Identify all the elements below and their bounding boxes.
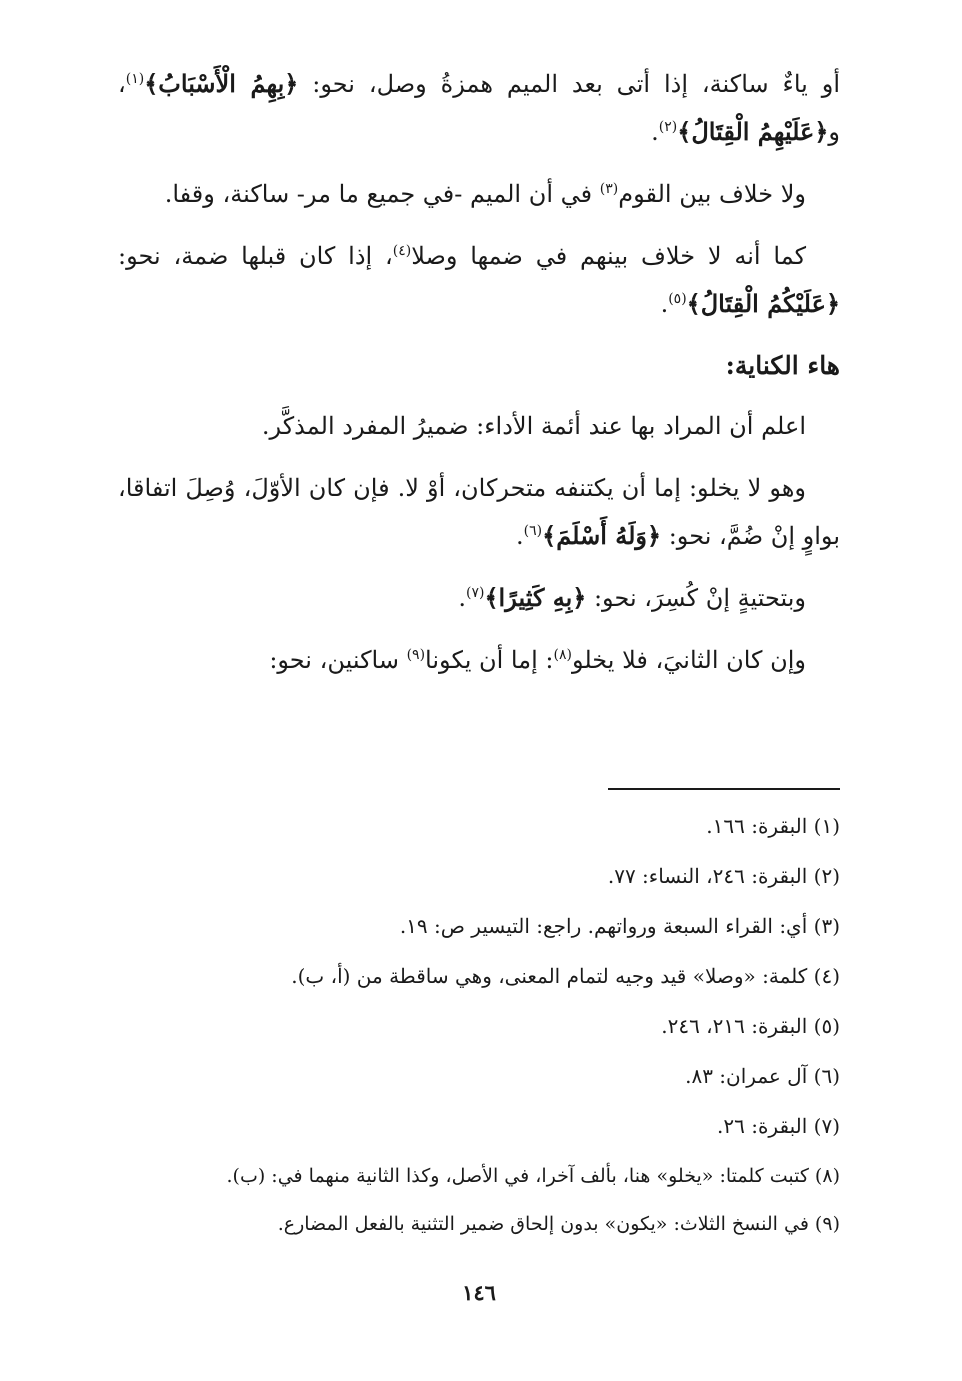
text: وإن كان الثانيَ، فلا يخلو — [571, 646, 806, 674]
quran-quote: ﴿بِهِمُ الْأَسْبَابُ﴾ — [144, 69, 299, 98]
text: كما أنه لا خلاف بينهم في ضمها وصلا — [411, 242, 806, 270]
text: . — [458, 584, 467, 612]
text: وبتحتيةٍ إنْ كُسِرَ، نحو: — [586, 584, 806, 612]
footnote-2: (٢) البقرة: ٢٤٦، النساء: ٧٧. — [607, 864, 840, 888]
section-heading — [118, 342, 840, 390]
footnote-9: (٩) في النسخ الثلاث: «يكون» بدون إلحاق ضمير التثنية بالفعل المضارع. — [277, 1213, 840, 1235]
footnote-5: (٥) البقرة: ٢١٦، ٢٤٦. — [661, 1014, 840, 1038]
quran-quote: ﴿عَلَيْكُمُ الْقِتَالُ﴾ — [686, 289, 840, 318]
footnote-1: (١) البقرة: ١٦٦. — [706, 814, 840, 838]
paragraph-3 — [118, 232, 840, 328]
footnote-ref[interactable]: (٢) — [658, 119, 678, 135]
paragraph-6 — [118, 574, 840, 622]
paragraph-7 — [118, 636, 840, 684]
footnote-ref[interactable]: (٧) — [466, 585, 485, 601]
footnote-7: (٧) البقرة: ٢٦. — [717, 1114, 840, 1138]
footnote-8: (٨) كتبت كلمتا: «يخلو» هنا، بألف آخرا، في الأصل، وكذا الثانية منهما في: (ب). — [226, 1165, 840, 1187]
text: ولا خلاف بين القوم — [618, 180, 806, 208]
footnote-ref[interactable]: (١) — [125, 71, 145, 87]
heading-text: هاء الكناية: — [725, 351, 840, 380]
footnotes — [118, 806, 840, 1252]
text: ، و — [118, 70, 840, 146]
text: في أن الميم -في جميع ما مر- ساكنة، وقفا. — [164, 180, 600, 208]
text: ساكنين، نحو: — [269, 646, 407, 674]
footnote-divider — [608, 788, 840, 790]
page-number: ١٤٦ — [462, 1280, 496, 1305]
page-body — [118, 60, 840, 1360]
text: . — [651, 118, 659, 146]
quran-quote: ﴿عَلَيْهِمُ الْقِتَالُ﴾ — [677, 117, 829, 146]
footnote-3: (٣) أي: القراء السبعة ورواتهم. راجع: التيسير ص: ١٩. — [399, 914, 840, 938]
footnote-ref[interactable]: (٥) — [668, 291, 687, 307]
text: أو ياءٌ ساكنة، إذا أتى بعد الميم همزةُ وصل، نحو: — [298, 70, 840, 98]
footnote-ref[interactable]: (٣) — [599, 181, 619, 197]
text: . — [660, 290, 669, 318]
text: وهو لا يخلو: إما أن يكتنفه متحركان، أوْ لا. فإن كان الأوّلَ، وُصِلَ اتفاقا، بواوٍ إنْ ضُمَّ، نحو: — [118, 474, 840, 550]
quran-quote: ﴿بِهِ كَثِيرًا﴾ — [484, 583, 587, 612]
footnote-ref[interactable]: (٨) — [553, 647, 572, 663]
paragraph-1 — [118, 60, 840, 156]
text: . — [516, 522, 524, 550]
quran-quote: ﴿وَلَهُ أَسْلَمَ﴾ — [542, 521, 662, 550]
footnote-6: (٦) آل عمران: ٨٣. — [685, 1064, 840, 1088]
text: : إما أن يكونا — [425, 646, 554, 674]
footnote-ref[interactable]: (٩) — [406, 647, 426, 663]
text: ، إذا كان قبلها ضمة، نحو: — [118, 242, 393, 270]
footnote-ref[interactable]: (٤) — [392, 243, 412, 259]
paragraph-4: اعلم أن المراد بها عند أئمة الأداء: ضميرُ المفرد المذكَّر. — [261, 412, 806, 440]
paragraph-5 — [118, 464, 840, 560]
paragraph-2 — [118, 170, 840, 218]
footnote-4: (٤) كلمة: «وصلا» قيد وجيه لتمام المعنى، وهي ساقطة من (أ، ب). — [291, 964, 840, 988]
footnote-ref[interactable]: (٦) — [523, 523, 543, 539]
